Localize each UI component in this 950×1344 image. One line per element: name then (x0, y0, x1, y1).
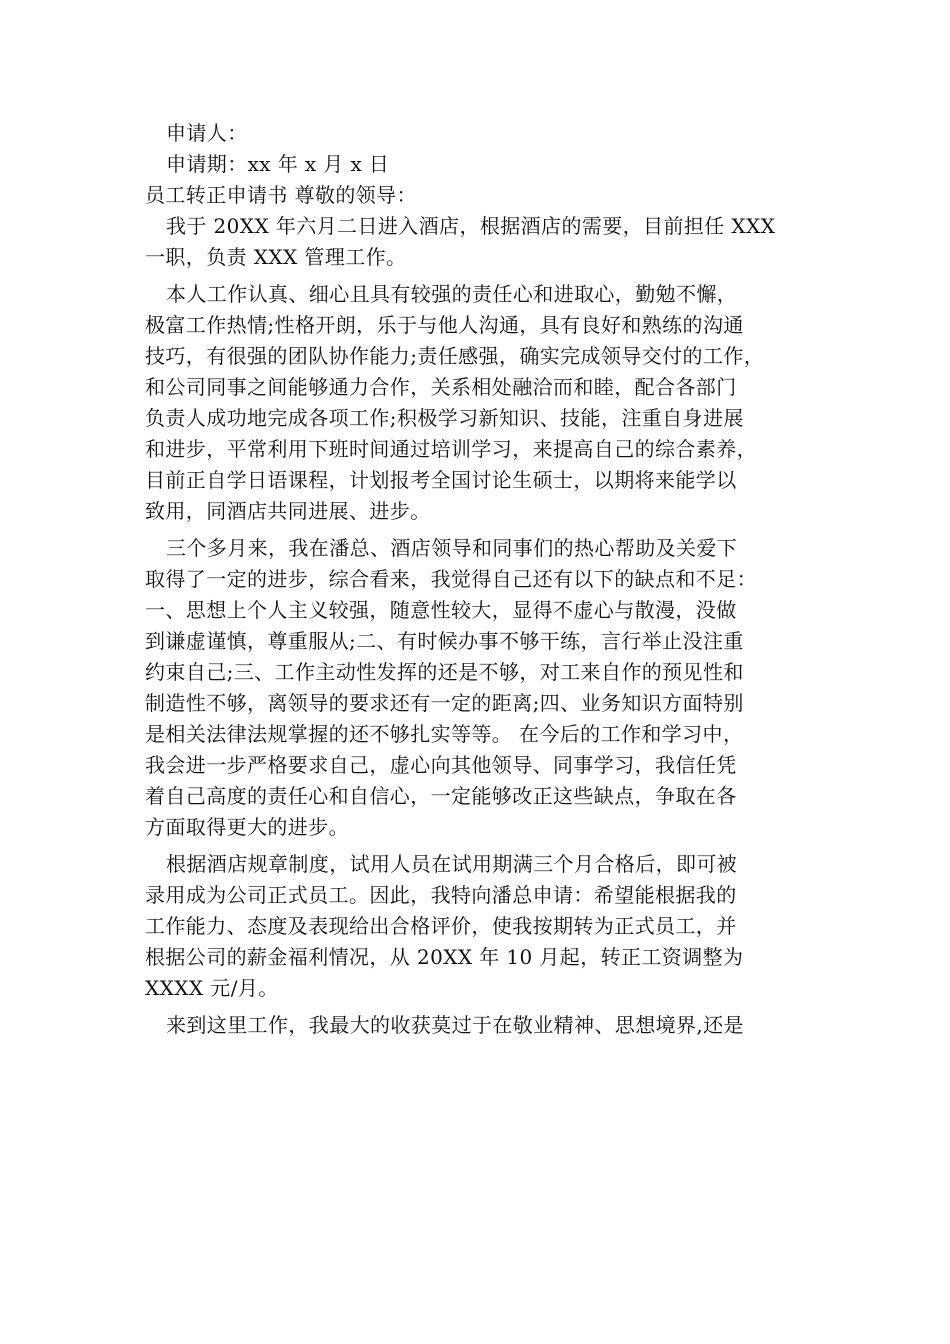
document-body (145, 118, 825, 1041)
paragraph-line: 我于 20XX 年六月二日进入酒店，根据酒店的需要，目前担任 XXX (166, 214, 776, 238)
applicant-label: 申请人： (166, 121, 248, 145)
paragraph-line: 一、思想上个人主义较强，随意性较大，显得不虚心与散漫，没做 (145, 598, 737, 622)
paragraph-line: 和公司同事之间能够通力合作，关系相处融洽而和睦，配合各部门 (145, 375, 737, 399)
paragraph-line: 到谦虚谨慎，尊重服从;二、有时候办事不够干练，言行举止没注重 (145, 629, 744, 653)
paragraph-line: 一职，负责 XXX 管理工作。 (145, 245, 407, 269)
application-date: 申请期：xx 年 x 月 x 日 (166, 152, 390, 176)
paragraph-line: 和进步，平常利用下班时间通过培训学习，来提高自己的综合素养， (145, 437, 757, 461)
paragraph-line: 本人工作认真、细心且具有较强的责任心和进取心，勤勉不懈， (166, 282, 738, 306)
paragraph-line: 工作能力、态度及表现给出合格评价，使我按期转为正式员工，并 (145, 914, 737, 938)
paragraph-self-assessment (145, 279, 825, 527)
paragraph-line: 根据公司的薪金福利情况，从 20XX 年 10 月起，转正工资调整为 (145, 945, 744, 969)
paragraph-line: 来到这里工作，我最大的收获莫过于在敬业精神、思想境界,还是 (166, 1013, 744, 1037)
paragraph-line: 根据酒店规章制度，试用人员在试用期满三个月合格后，即可被 (166, 852, 738, 876)
paragraph-shortcomings (145, 533, 825, 843)
paragraph-line: 方面取得更大的进步。 (145, 815, 349, 839)
paragraph-line: 负责人成功地完成各项工作;积极学习新知识、技能，注重自身进展 (145, 406, 744, 430)
paragraph-line: 技巧，有很强的团队协作能力;责任感强，确实完成领导交付的工作， (145, 344, 765, 368)
paragraph-line: 是相关法律法规掌握的还不够扎实等等。 在今后的工作和学习中， (145, 722, 744, 746)
title-greeting: 员工转正申请书 尊敬的领导： (145, 183, 417, 207)
paragraph-line: 约束自己;三、工作主动性发挥的还是不够，对工来自作的预见性和 (145, 660, 744, 684)
paragraph-line: 极富工作热情;性格开朗，乐于与他人沟通，具有良好和熟练的沟通 (145, 313, 744, 337)
paragraph-line: 着自己高度的责任心和自信心，一定能够改正这些缺点，争取在各 (145, 784, 737, 808)
paragraph-line: 取得了一定的进步，综合看来，我觉得自己还有以下的缺点和不足： (145, 567, 757, 591)
paragraph-line: 致用，同酒店共同进展、进步。 (145, 499, 431, 523)
paragraph-line: 我会进一步严格要求自己，虚心向其他领导、同事学习，我信任凭 (145, 753, 737, 777)
paragraph-line: XXXX 元/月。 (145, 976, 279, 1000)
paragraph-line: 录用成为公司正式员工。因此，我特向潘总申请：希望能根据我的 (145, 883, 737, 907)
paragraph-line: 目前正自学日语课程，计划报考全国讨论生硕士，以期将来能学以 (145, 468, 737, 492)
paragraph-employment (145, 211, 825, 273)
paragraph-line: 三个多月来，我在潘总、酒店领导和同事们的热心帮助及关爱下 (166, 536, 738, 560)
paragraph-closing (145, 1010, 825, 1041)
paragraph-line: 制造性不够，离领导的要求还有一定的距离;四、业务知识方面特别 (145, 691, 744, 715)
paragraph-request (145, 849, 825, 1004)
